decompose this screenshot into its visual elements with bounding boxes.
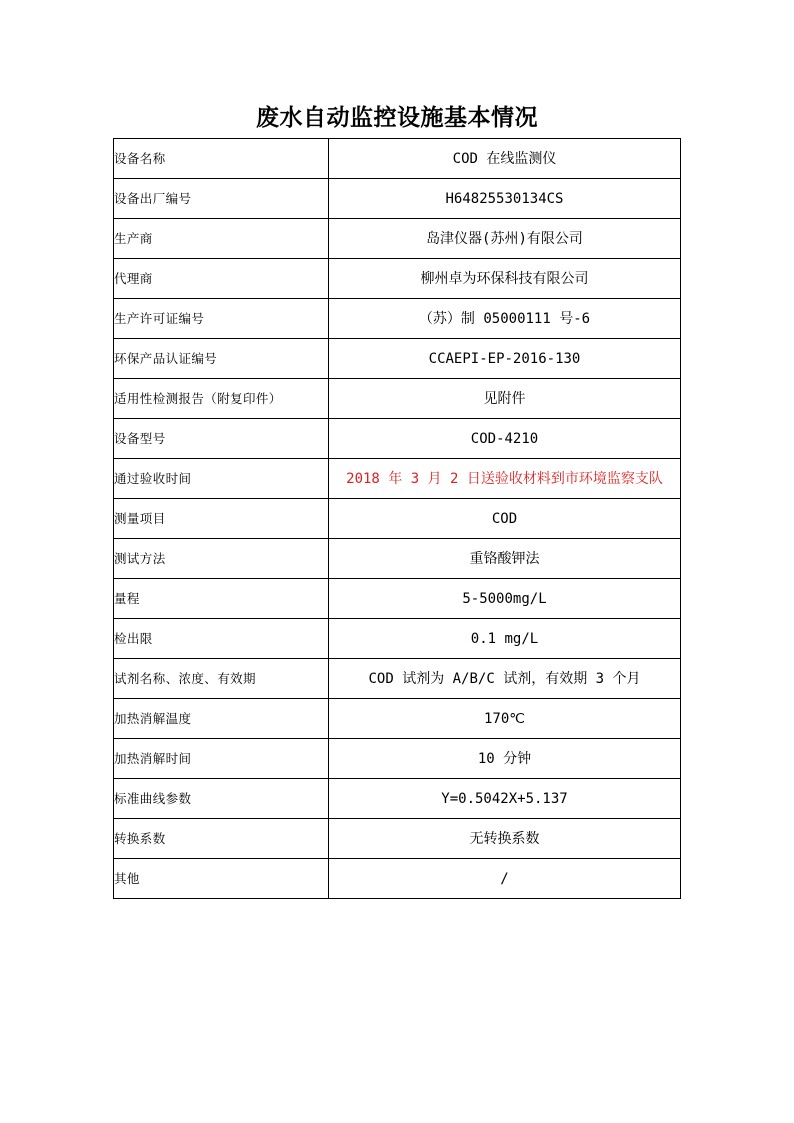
page-title: 废水自动监控设施基本情况 (256, 105, 538, 131)
row-label-conversion-factor: 转换系数 (114, 819, 329, 859)
row-value-digestion-time: 10 分钟 (329, 739, 681, 779)
row-value-measurement-item: COD (329, 499, 681, 539)
table-row (114, 579, 681, 619)
row-value-test-report: 见附件 (329, 379, 681, 419)
row-value-serial-number: H64825530134CS (329, 179, 681, 219)
table-row (114, 539, 681, 579)
table-row (114, 419, 681, 459)
row-label-model: 设备型号 (114, 419, 329, 459)
table-row (114, 499, 681, 539)
row-value-agent: 柳州卓为环保科技有限公司 (329, 259, 681, 299)
table-row (114, 379, 681, 419)
row-value-digestion-temperature: 170℃ (329, 699, 681, 739)
row-label-range: 量程 (114, 579, 329, 619)
row-label-manufacturer: 生产商 (114, 219, 329, 259)
row-value-detection-limit: 0.1 mg/L (329, 619, 681, 659)
table-row (114, 299, 681, 339)
table-row (114, 459, 681, 499)
row-value-other: / (329, 859, 681, 899)
row-value-range: 5-5000mg/L (329, 579, 681, 619)
row-value-calibration-curve: Y=0.5042X+5.137 (329, 779, 681, 819)
row-label-detection-limit: 检出限 (114, 619, 329, 659)
row-value-conversion-factor: 无转换系数 (329, 819, 681, 859)
row-label-serial-number: 设备出厂编号 (114, 179, 329, 219)
table-row (114, 779, 681, 819)
row-label-agent: 代理商 (114, 259, 329, 299)
table-row (114, 659, 681, 699)
table-row (114, 179, 681, 219)
row-value-model: COD-4210 (329, 419, 681, 459)
row-label-digestion-time: 加热消解时间 (114, 739, 329, 779)
table-row (114, 219, 681, 259)
table-row (114, 619, 681, 659)
table-row (114, 739, 681, 779)
row-value-certification-number: CCAEPI-EP-2016-130 (329, 339, 681, 379)
row-label-measurement-item: 测量项目 (114, 499, 329, 539)
row-value-production-license: （苏）制 05000111 号-6 (329, 299, 681, 339)
row-label-device-name: 设备名称 (114, 139, 329, 179)
row-value-manufacturer: 岛津仪器(苏州)有限公司 (329, 219, 681, 259)
table-row (114, 339, 681, 379)
row-label-certification-number: 环保产品认证编号 (114, 339, 329, 379)
row-label-digestion-temperature: 加热消解温度 (114, 699, 329, 739)
table-row (114, 259, 681, 299)
row-value-device-name: COD 在线监测仪 (329, 139, 681, 179)
row-label-test-report: 适用性检测报告（附复印件） (114, 379, 329, 419)
row-label-other: 其他 (114, 859, 329, 899)
table-row (114, 819, 681, 859)
row-label-test-method: 测试方法 (114, 539, 329, 579)
row-value-test-method: 重铬酸钾法 (329, 539, 681, 579)
row-label-reagent: 试剂名称、浓度、有效期 (114, 659, 329, 699)
row-label-production-license: 生产许可证编号 (114, 299, 329, 339)
row-value-acceptance-time: 2018 年 3 月 2 日送验收材料到市环境监察支队 (329, 459, 681, 499)
table-row (114, 859, 681, 899)
table-row (114, 699, 681, 739)
row-label-acceptance-time: 通过验收时间 (114, 459, 329, 499)
equipment-info-table (113, 138, 681, 899)
row-label-calibration-curve: 标准曲线参数 (114, 779, 329, 819)
row-value-reagent: COD 试剂为 A/B/C 试剂，有效期 3 个月 (329, 659, 681, 699)
table-row (114, 139, 681, 179)
